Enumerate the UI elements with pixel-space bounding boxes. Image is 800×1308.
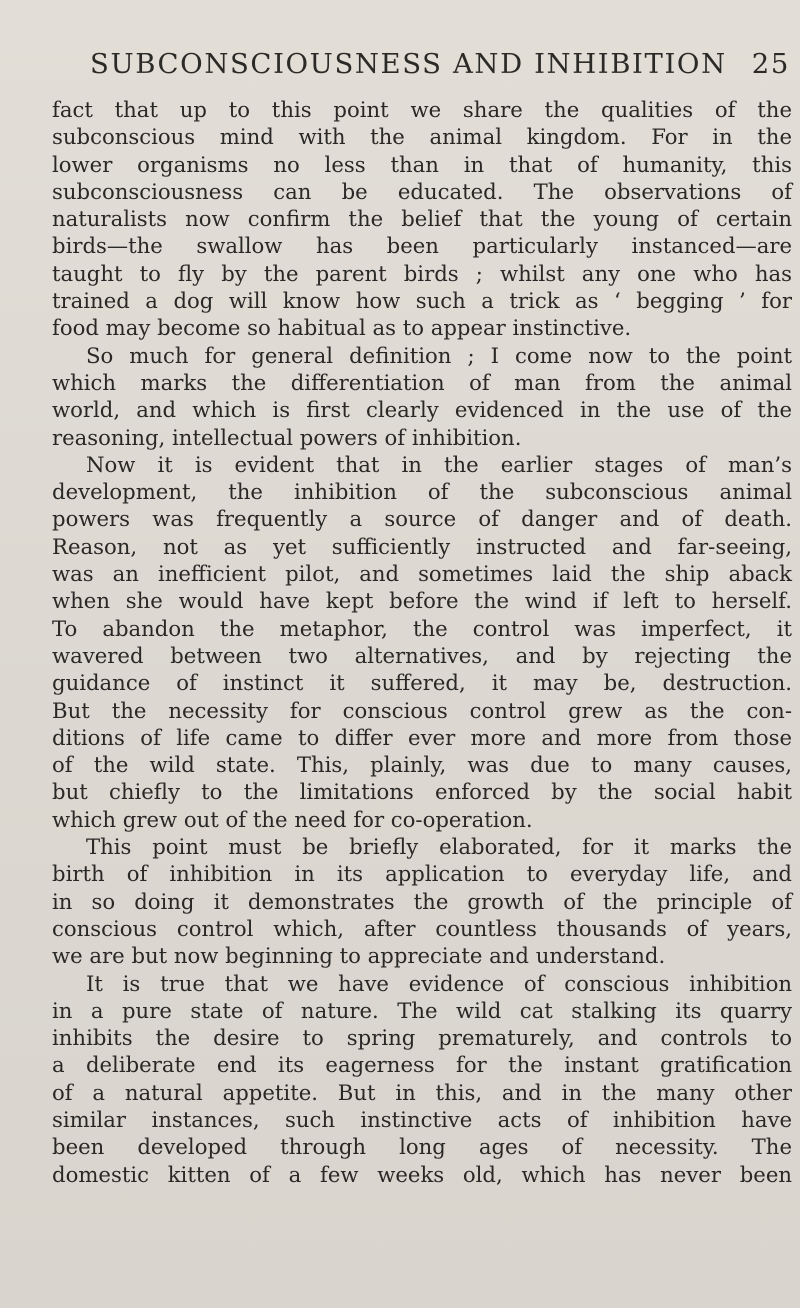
text-line: trained a dog will know how such a trick as ‘ begging ’ for [52, 288, 792, 314]
text-line: we are but now beginning to appreciate and understand. [52, 943, 666, 969]
text-line: been developed through long ages of necessity. The [52, 1134, 792, 1160]
text-line: Reason, not as yet sufficiently instructed and far-seeing, [52, 533, 792, 559]
text-line: was an inefficient pilot, and sometimes laid the ship aback [52, 561, 792, 587]
text-line: wavered between two alternatives, and by rejecting the [52, 642, 792, 668]
text-line: subconsciousness can be educated. The observations of [52, 178, 792, 204]
running-header [60, 48, 795, 88]
text-line: which marks the differentiation of man from the animal [52, 369, 792, 395]
text-line: inhibits the desire to spring prematurely, and controls to [52, 1025, 792, 1051]
text-line: This point must be briefly elaborated, for it marks the [86, 834, 792, 860]
text-line: which grew out of the need for co-operation. [52, 806, 533, 832]
text-line: powers was frequently a source of danger and of death. [52, 506, 792, 532]
text-line: food may become so habitual as to appear instinctive. [52, 315, 632, 341]
text-line: ditions of life came to differ ever more and more from those [52, 724, 792, 750]
text-line: birth of inhibition in its application to everyday life, and [52, 861, 792, 887]
text-line: To abandon the metaphor, the control was imperfect, it [52, 615, 792, 641]
body-text [52, 96, 792, 1188]
text-line: naturalists now confirm the belief that the young of certain [52, 206, 792, 232]
text-line: lower organisms no less than in that of humanity, this [52, 151, 792, 177]
text-line: similar instances, such instinctive acts of inhibition have [52, 1106, 792, 1132]
page-number: 25 [751, 48, 790, 80]
text-line: guidance of instinct it suffered, it may be, destruction. [52, 670, 792, 696]
text-line: domestic kitten of a few weeks old, which has never been [52, 1161, 792, 1187]
text-line: of a natural appetite. But in this, and in the many other [52, 1079, 792, 1105]
text-line: But the necessity for conscious control grew as the con- [52, 697, 792, 723]
text-line: of the wild state. This, plainly, was due to many causes, [52, 752, 792, 778]
text-line: It is true that we have evidence of conscious inhibition [86, 970, 792, 996]
text-line: subconscious mind with the animal kingdom. For in the [52, 124, 792, 150]
text-line: birds—the swallow has been particularly instanced—are [52, 233, 792, 259]
text-line: in a pure state of nature. The wild cat stalking its quarry [52, 997, 792, 1023]
text-line: So much for general definition ; I come now to the point [86, 342, 792, 368]
text-line: development, the inhibition of the subconscious animal [52, 479, 792, 505]
text-line: Now it is evident that in the earlier stages of man’s [86, 451, 792, 477]
text-line: in so doing it demonstrates the growth of the principle of [52, 888, 792, 914]
text-line: world, and which is first clearly evidenced in the use of the [52, 397, 792, 423]
text-line: when she would have kept before the wind if left to herself. [52, 588, 792, 614]
text-line: reasoning, intellectual powers of inhibition. [52, 424, 522, 450]
running-title: SUBCONSCIOUSNESS AND INHIBITION [90, 48, 727, 80]
text-line: conscious control which, after countless thousands of years, [52, 915, 792, 941]
text-line: but chiefly to the limitations enforced by the social habit [52, 779, 792, 805]
text-line: a deliberate end its eagerness for the instant gratification [52, 1052, 792, 1078]
text-line: fact that up to this point we share the qualities of the [52, 97, 792, 122]
text-line: taught to fly by the parent birds ; whilst any one who has [52, 260, 792, 286]
